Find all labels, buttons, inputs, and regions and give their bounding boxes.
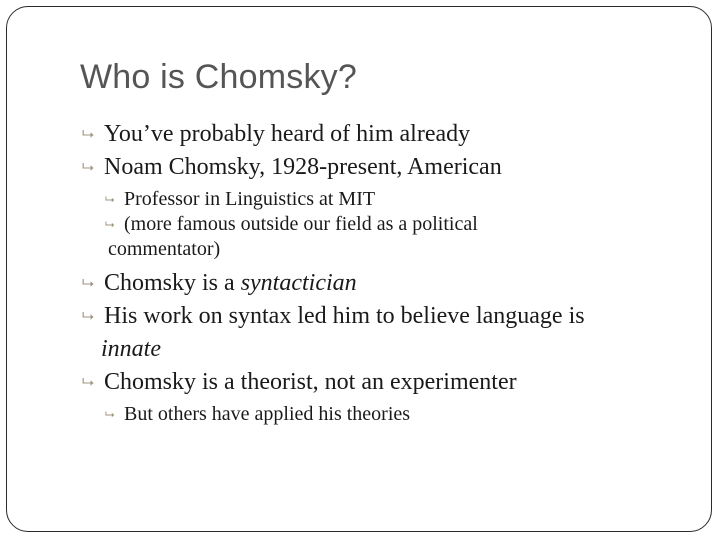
subbullet-others-applied: [105, 402, 692, 427]
bullet-text: Professor in Linguistics at MIT: [124, 188, 376, 210]
curled-arrow-bullet-icon: ⮡: [105, 217, 115, 231]
bullet-syntactician: [82, 267, 692, 300]
bullet-text: You’ve probably heard of him already: [104, 121, 471, 147]
bullet-italic-term: innate: [101, 336, 161, 362]
curled-arrow-bullet-icon: ⮡: [82, 158, 95, 176]
bullet-noam-chomsky: [82, 151, 692, 184]
bullet-heard-of-him: [82, 118, 692, 151]
subbullet-political-commentator: [105, 212, 692, 262]
bullet-text: Chomsky is a theorist, not an experimenter: [104, 369, 517, 395]
bullet-language-innate: [82, 300, 692, 366]
subbullet-professor-mit: [105, 187, 692, 212]
bullet-list: [82, 118, 692, 427]
slide-title: Who is Chomsky?: [80, 58, 357, 96]
curled-arrow-bullet-icon: ⮡: [105, 192, 115, 206]
bullet-text: His work on syntax led him to believe language is: [104, 303, 585, 329]
bullet-theorist: [82, 366, 692, 399]
bullet-text: Noam Chomsky, 1928-present, American: [104, 154, 502, 180]
curled-arrow-bullet-icon: ⮡: [105, 407, 115, 421]
bullet-text: Chomsky is a: [104, 270, 241, 296]
curled-arrow-bullet-icon: ⮡: [82, 373, 95, 391]
bullet-text-continued: commentator): [108, 238, 221, 260]
curled-arrow-bullet-icon: ⮡: [82, 125, 95, 143]
bullet-italic-term: syntactician: [240, 270, 357, 296]
curled-arrow-bullet-icon: ⮡: [82, 307, 95, 325]
curled-arrow-bullet-icon: ⮡: [82, 274, 95, 292]
bullet-text: (more famous outside our field as a political: [124, 213, 478, 235]
bullet-text: But others have applied his theories: [124, 403, 411, 425]
